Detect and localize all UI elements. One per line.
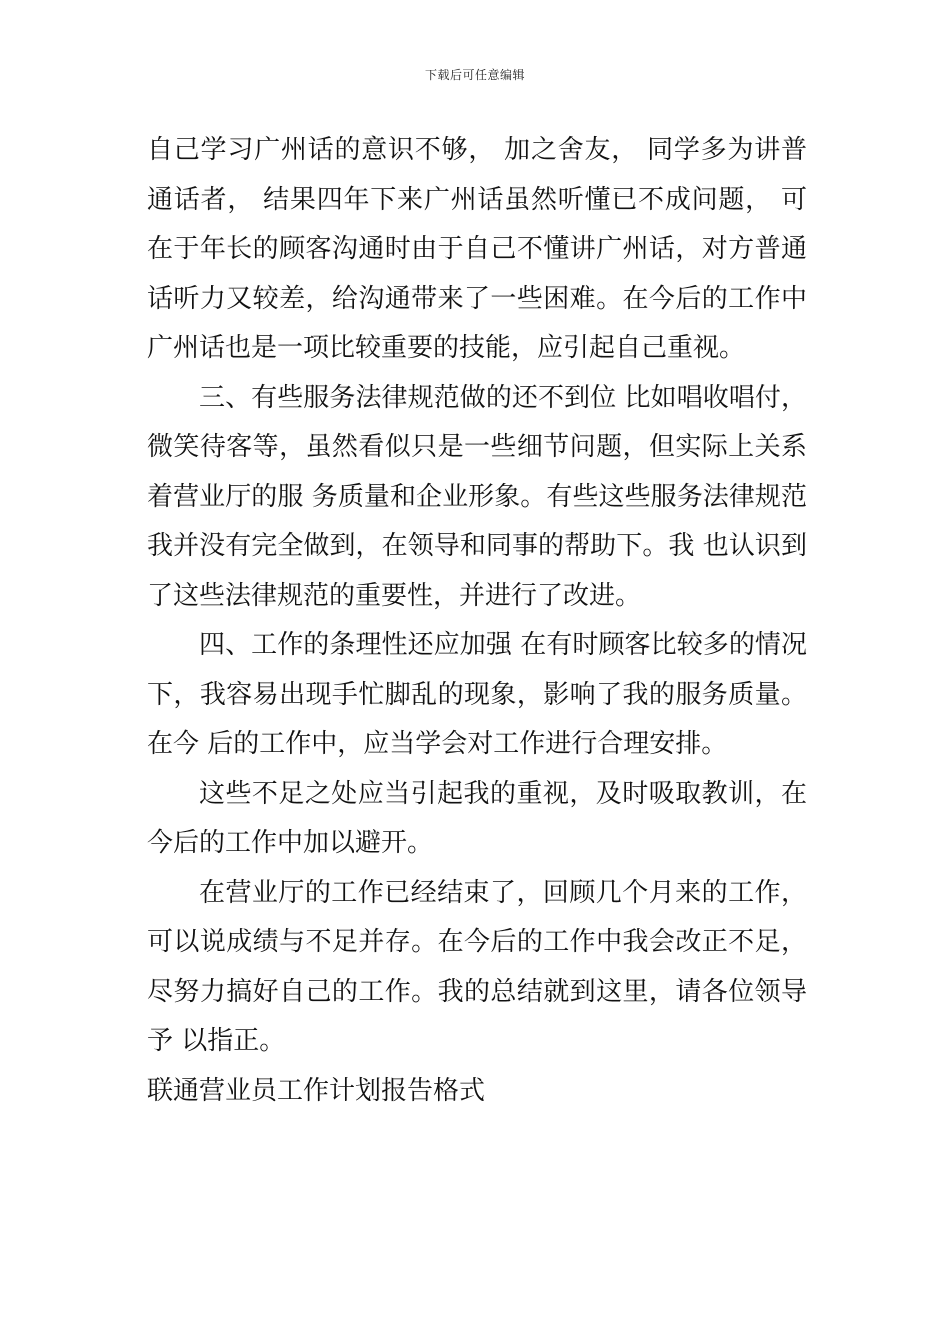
text-line: 今后的工作中加以避开。 [147,828,434,858]
section-three-heading: 三、有些服务法律规范做的还不到位 比如唱收唱付， [199,382,807,413]
text-line: 我并没有完全做到，在领导和同事的帮助下。我 也认识到 [147,531,807,561]
text-line: 可以说成绩与不足并存。在今后的工作中我会改正不足， [147,927,807,957]
document-body [147,126,807,1116]
page-header: 下载后可任意编辑 [424,68,525,82]
text-line: 了这些法律规范的重要性，并进行了改进。 [147,580,642,611]
text-line: 着营业厅的服 务质量和企业形象。有些这些服务法律规范 [147,481,807,512]
paragraph-start: 在营业厅的工作已经结束了，回顾几个月来的工作， [199,877,807,908]
text-line: 予 以指正。 [147,1026,286,1056]
text-line: 广州话也是一项比较重要的技能，应引起自己重视。 [147,333,746,363]
next-section-title: 联通营业员工作计划报告格式 [147,1075,486,1106]
text-line: 自己学习广州话的意识不够， 加之舍友， 同学多为讲普 [147,135,807,165]
text-line: 在今 后的工作中，应当学会对工作进行合理安排。 [147,729,728,759]
text-line: 尽努力搞好自己的工作。我的总结就到这里，请各位领导 [147,976,807,1007]
section-four-heading: 四、工作的条理性还应加强 在有时顾客比较多的情况 [199,630,807,660]
text-line: 微笑待客等，虽然看似只是一些细节问题，但实际上关系 [147,432,807,462]
text-line: 在于年长的顾客沟通时由于自己不懂讲广州话，对方普通 [147,234,807,264]
paragraph-start: 这些不足之处应当引起我的重视，及时吸取教训，在 [199,778,807,809]
text-line: 话听力又较差，给沟通带来了一些困难。在今后的工作中 [147,283,807,314]
text-line: 下，我容易出现手忙脚乱的现象，影响了我的服务质量。 [147,679,807,710]
text-line: 通话者， 结果四年下来广州话虽然听懂已不成问题， 可 [147,184,807,215]
